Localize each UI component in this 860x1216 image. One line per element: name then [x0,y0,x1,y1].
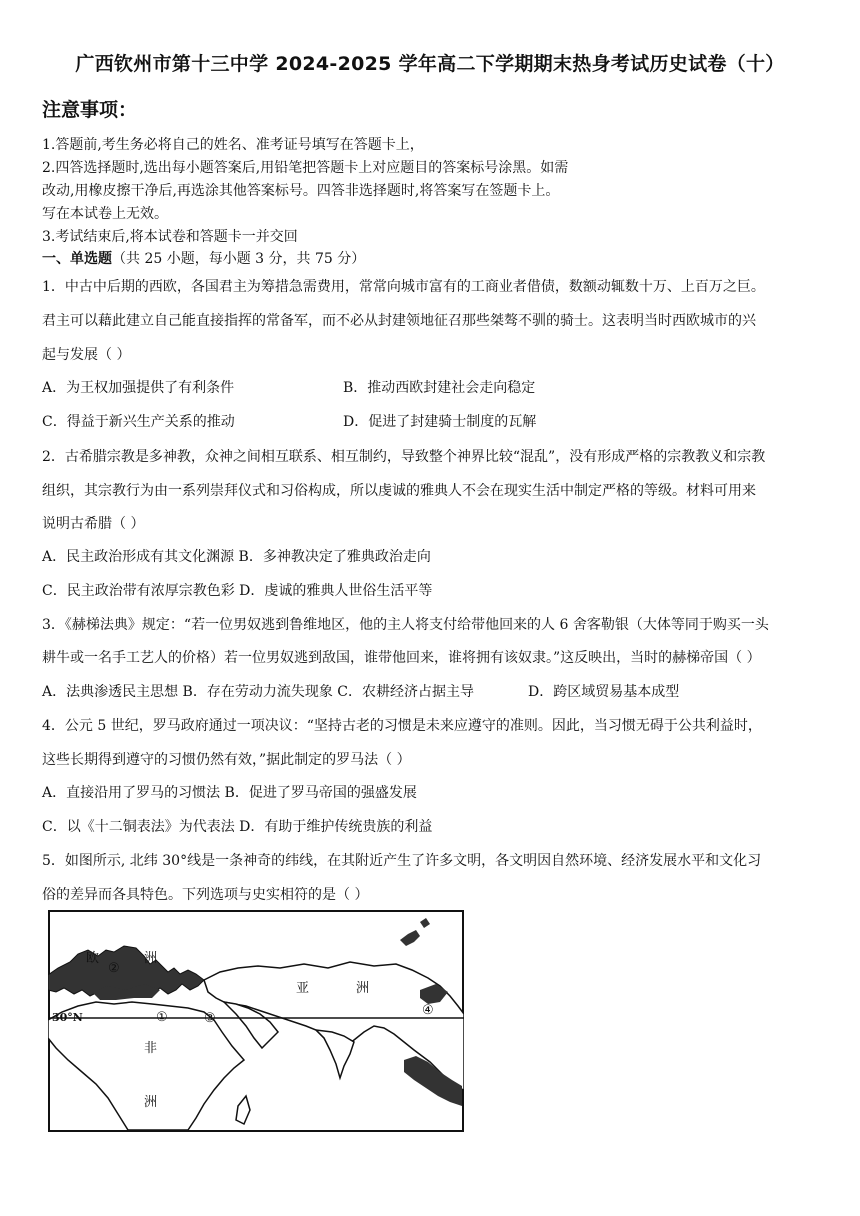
question-4-options-ab: A．直接沿用了罗马的习惯法 B．促进了罗马帝国的强盛发展 [42,785,417,801]
map-marker-3: ③ [204,1011,216,1026]
question-3-line: 3．《赫梯法典》规定：“若一位男奴逃到鲁维地区，他的主人将支付给带他回来的人 6 舍客勒银（大体等同于购买一头 [42,617,769,633]
exam-title: 广西钦州市第十三中学 2024-2025 学年高二下学期期末热身考试历史试卷（十） [75,53,785,75]
question-3-option-d: D．跨区域贸易基本成型 [528,684,680,700]
map-label-latitude: 30°N [52,1011,83,1024]
map-marker-2: ② [108,961,120,976]
question-1-option-a: A．为王权加强提供了有利条件 [42,380,235,396]
map-label-europe-2: 洲 [144,951,158,966]
map-marker-1: ① [156,1010,168,1025]
question-3-line: 耕牛或一名手工艺人的价格）若一位男奴逃到敌国，谁带他回来，谁将拥有该奴隶。”这反映出，当时的赫梯帝国（ ） [42,650,761,666]
question-1-option-d: D．促进了封建骑士制度的瓦解 [343,414,537,430]
notice-line: 3.考试结束后,将本试卷和答题卡一并交回 [42,229,298,245]
notice-line: 2.四答选择题时,选出每小题答案后,用铅笔把答题卡上对应题目的答案标号涂黑。如需 [42,160,569,176]
question-4-line: 这些长期得到遵守的习惯仍然有效，”据此制定的罗马法（ ） [42,752,411,768]
map-marker-4: ④ [422,1003,434,1018]
question-1-line: 君主可以藉此建立自己能直接指挥的常备军，而不必从封建领地征召那些桀骜不驯的骑士。这表明当时西欧城市的兴 [42,313,756,329]
question-2-options-cd: C．民主政治带有浓厚宗教色彩 D．虔诚的雅典人世俗生活平等 [42,583,433,599]
map-label-africa-2: 洲 [144,1095,158,1110]
map-label-asia-2: 洲 [356,981,370,996]
question-1-line: 起与发展（ ） [42,347,131,363]
question-2-line: 说明古希腊（ ） [42,516,145,532]
section-info: （共 25 小题，每小题 3 分，共 75 分） [112,251,366,267]
question-1-option-b: B．推动西欧封建社会走向稳定 [343,380,536,396]
section-label: 一、单选题 [42,251,112,267]
question-2-options-ab: A．民主政治形成有其文化渊源 B．多神教决定了雅典政治走向 [42,549,431,565]
notice-line: 写在本试卷上无效。 [42,206,168,222]
notice-heading: 注意事项： [42,99,138,121]
map-figure [48,910,464,1132]
question-4-options-cd: C．以《十二铜表法》为代表法 D．有助于维护传统贵族的利益 [42,819,433,835]
question-4-line: 4．公元 5 世纪，罗马政府通过一项决议：“坚持古老的习惯是未来应遵守的准则。因此，当习惯无碍于公共利益时， [42,718,762,734]
notice-line: 1.答题前,考生务必将自己的姓名、准考证号填写在答题卡上， [42,137,424,153]
question-2-line: 组织，其宗教行为由一系列崇拜仪式和习俗构成，所以虔诚的雅典人不会在现实生活中制定严格的等级。材料可用来 [42,483,756,499]
section-heading [42,248,365,268]
notice-line: 改动,用橡皮擦干净后,再选涂其他答案标号。四答非选择题时,将答案写在签题卡上。 [42,183,560,199]
latitude-30n-map [48,910,464,1132]
map-label-asia-1: 亚 [296,981,310,996]
question-3-options-abc: A．法典渗透民主思想 B．存在劳动力流失现象 C．农耕经济占据主导 [42,684,475,700]
map-label-europe-1: 欧 [86,951,100,966]
question-1-option-c: C．得益于新兴生产关系的推动 [42,414,235,430]
question-1-line: 1．中古中后期的西欧，各国君主为筹措急需费用，常常向城市富有的工商业者借债，数额动辄数十万、上百万之巨。 [42,279,765,295]
map-label-africa-1: 非 [144,1041,158,1056]
question-5-line: 俗的差异而各具特色。下列选项与史实相符的是（ ） [42,887,369,903]
question-5-line: 5．如图所示, 北纬 30°线是一条神奇的纬线，在其附近产生了许多文明，各文明因自然环境、经济发展水平和文化习 [42,853,762,869]
question-2-line: 2．古希腊宗教是多神教，众神之间相互联系、相互制约，导致整个神界比较“混乱”，没有形成严格的宗教教义和宗教 [42,449,766,465]
